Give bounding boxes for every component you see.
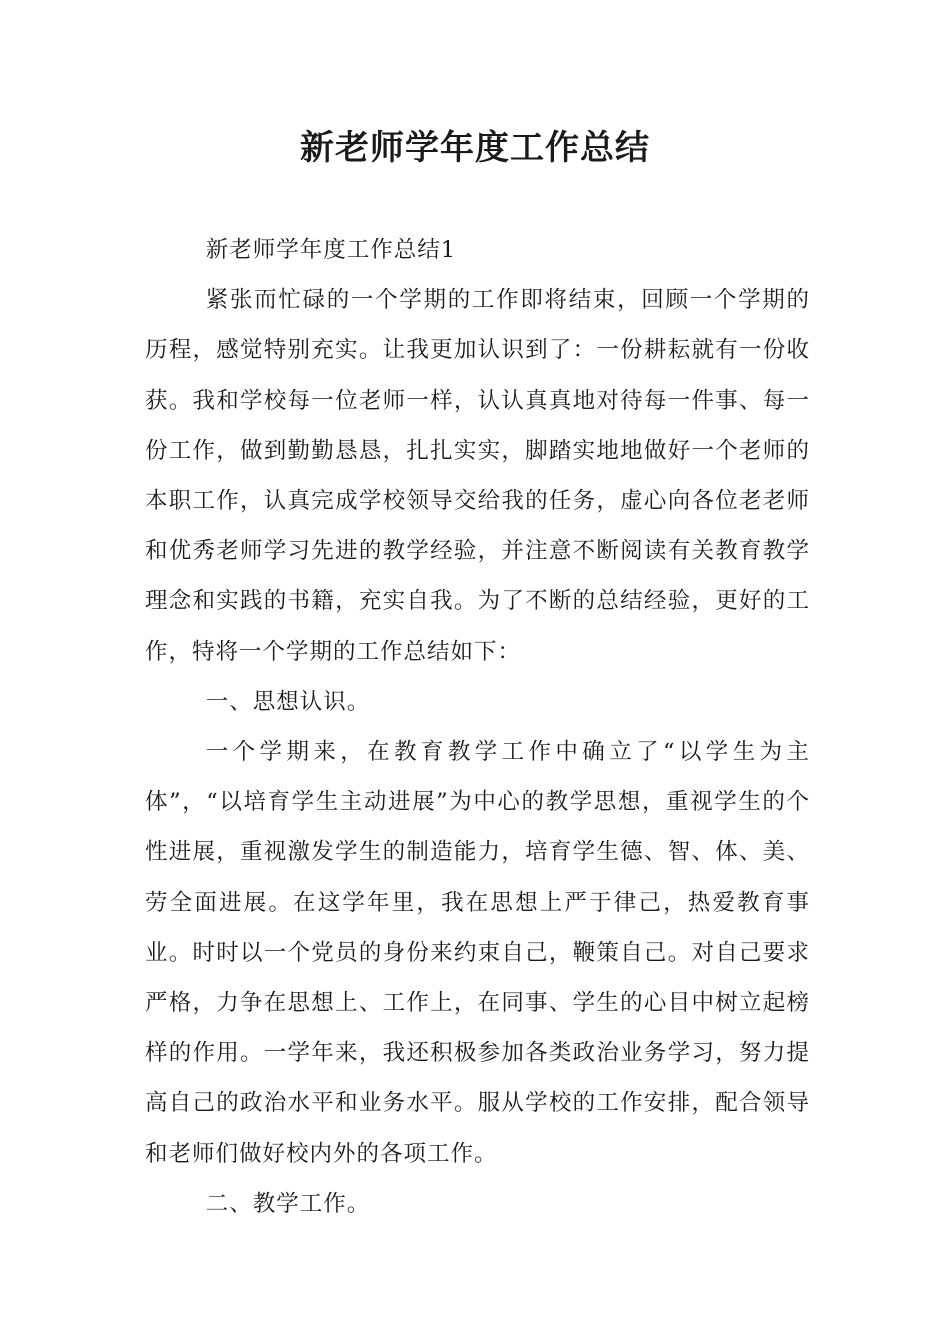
section-heading-thinking: 一、思想认识。 <box>205 688 371 715</box>
document-title: 新老师学年度工作总结 <box>300 128 650 168</box>
thinking-paragraph: 一个学期来，在教育教学工作中确立了“以学生为主体”，“以培育学生主动进展”为中心的教学思想，重视学生的个性进展，重视激发学生的制造能力，培育学生德、智、体、美、劳全面进展。在这学年里，我在思想上严于律己，热爱教育事业。时时以一个党员的身份来约束自己，鞭策自己。对自己要求严格，力争在思想上、工作上，在同事、学生的心目中树立起榜样的作用。一学年来，我还积极参加各类政治业务学习，努力提高自己的政治水平和业务水平。服从学校的工作安排，配合领导和老师们做好校内外的各项工作。 <box>145 739 810 1167</box>
section-heading-teaching: 二、教学工作。 <box>205 1190 371 1217</box>
section-subtitle: 新老师学年度工作总结1 <box>205 237 457 263</box>
intro-paragraph: 紧张而忙碌的一个学期的工作即将结束，回顾一个学期的历程，感觉特别充实。让我更加认识到了：一份耕耘就有一份收获。我和学校每一位老师一样，认认真真地对待每一件事、每一份工作，做到勤勤恳恳，扎扎实实，脚踏实地地做好一个老师的本职工作，认真完成学校领导交给我的任务，虚心向各位老老师和优秀老师学习先进的教学经验，并注意不断阅读有关教育教学理念和实践的书籍，充实自我。为了不断的总结经验，更好的工作，特将一个学期的工作总结如下： <box>145 287 810 665</box>
document-body <box>145 225 810 1229</box>
